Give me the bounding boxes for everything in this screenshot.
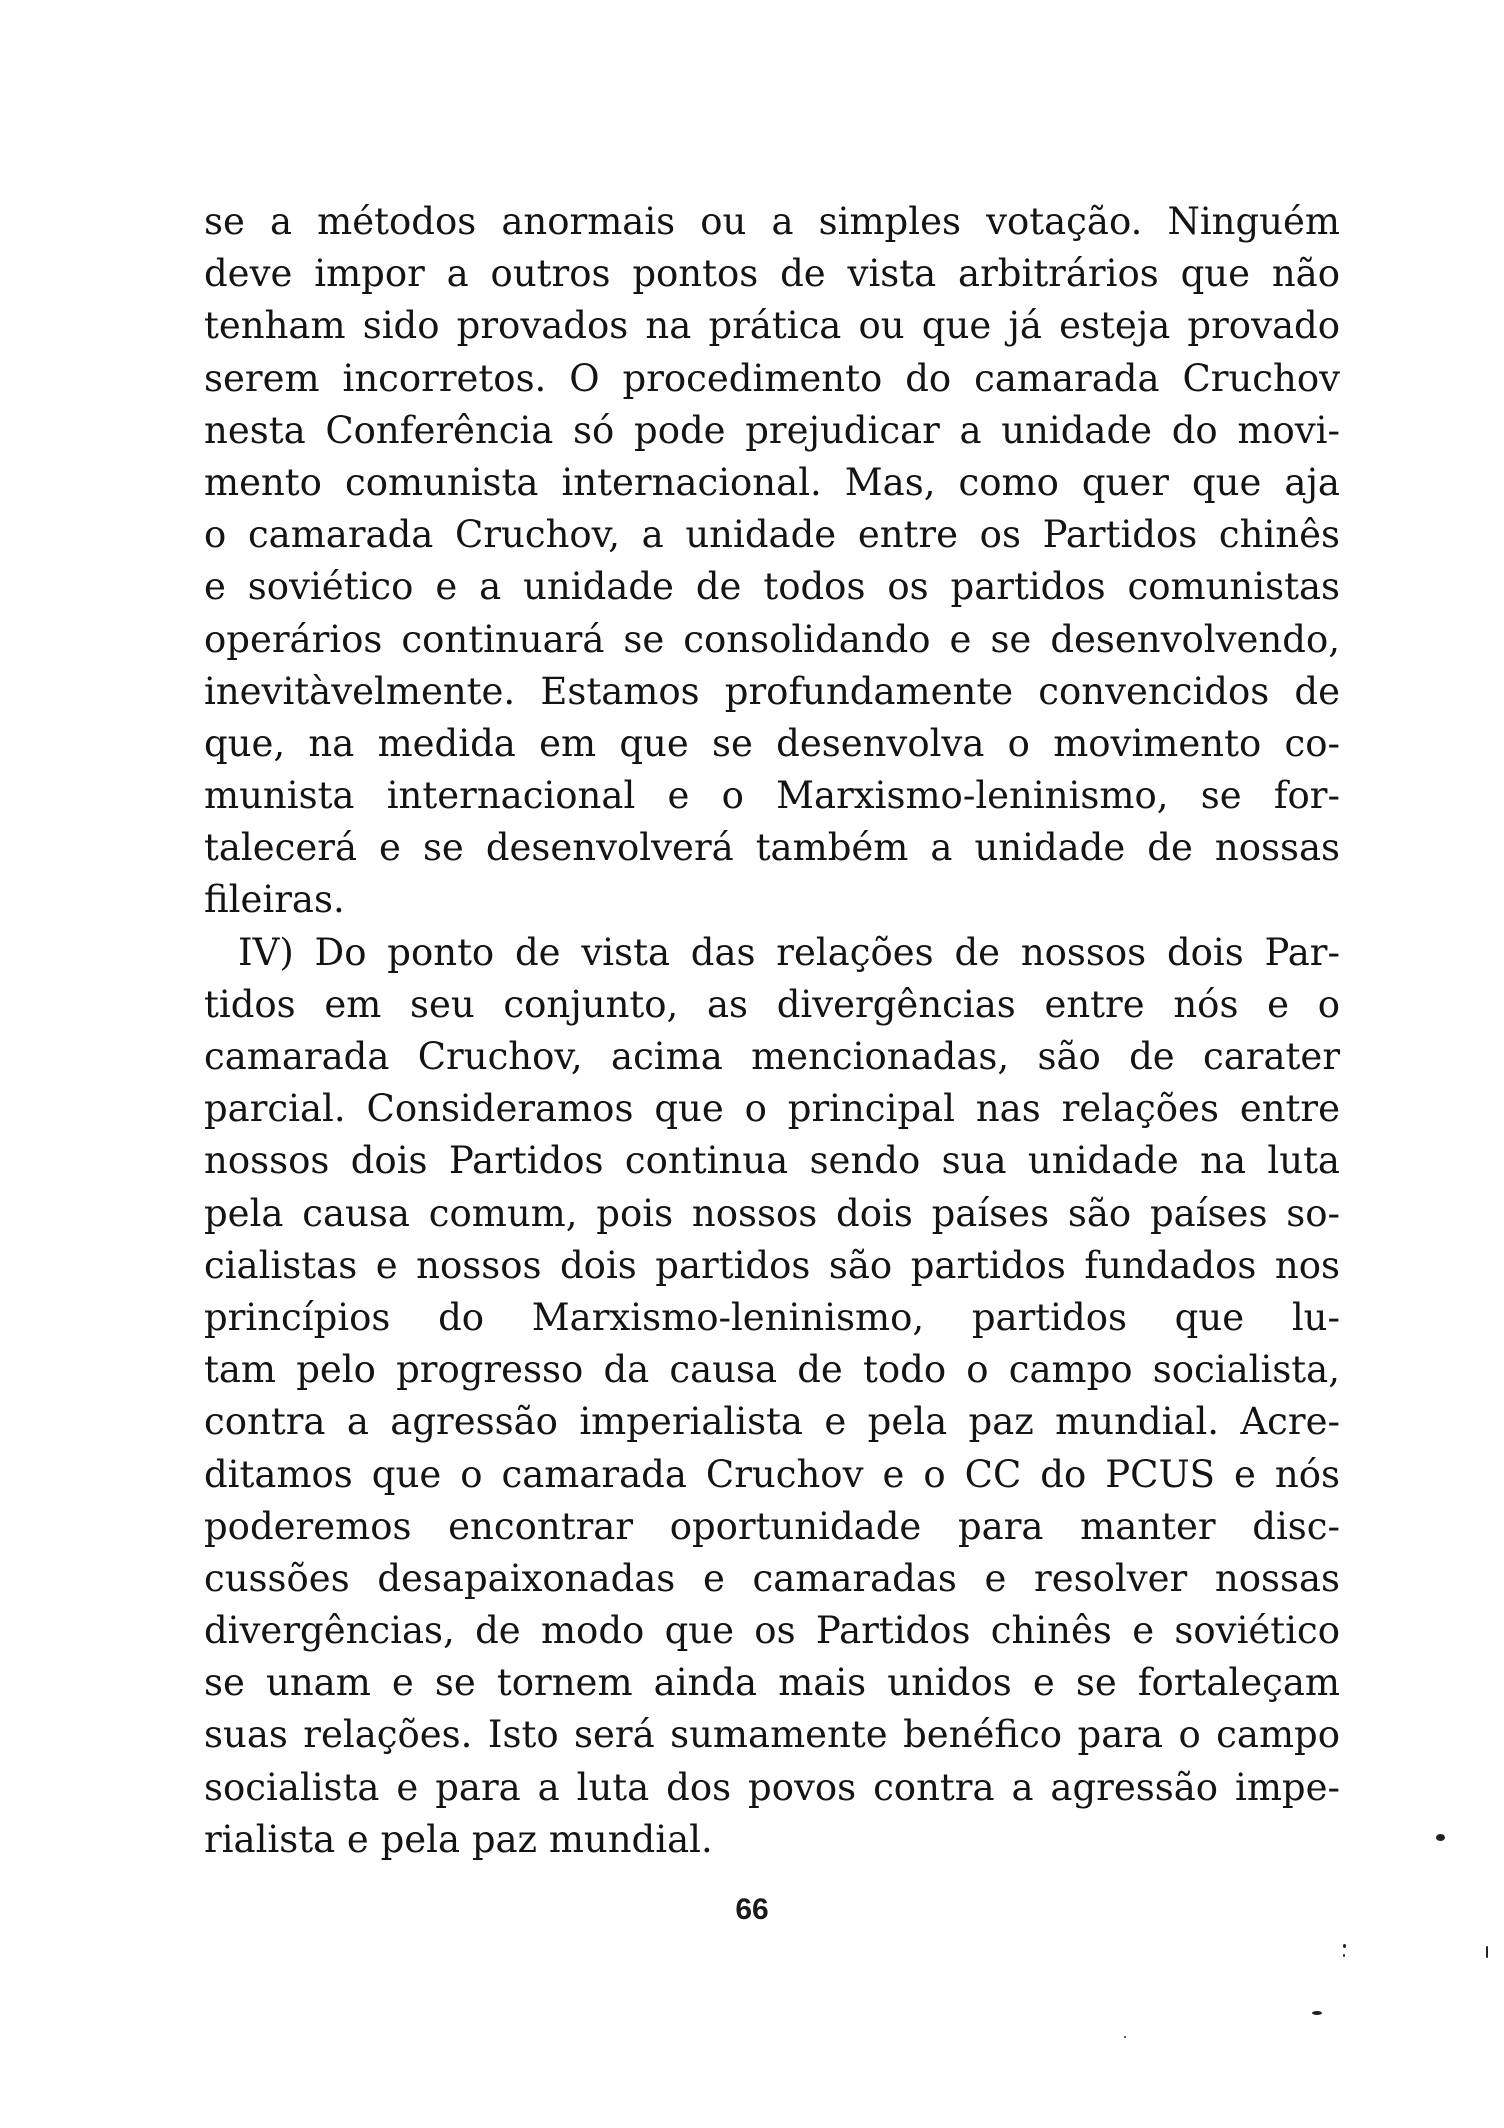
scan-speck bbox=[1343, 1944, 1346, 1948]
scan-speck bbox=[1436, 1834, 1445, 1841]
text-line: o camarada Cruchov, a unidade entre os Partidos chinês bbox=[204, 513, 1340, 557]
text-line: que, na medida em que se desenvolva o movimento co- bbox=[204, 721, 1340, 765]
text-line: princípios do Marxismo-leninismo, partidos que lu- bbox=[204, 1295, 1340, 1339]
text-line: e soviético e a unidade de todos os partidos comunistas bbox=[204, 565, 1340, 609]
page-number: 66 bbox=[735, 1893, 769, 1926]
text-line: tam pelo progresso da causa de todo o campo socialista, bbox=[204, 1348, 1340, 1392]
text-line: suas relações. Isto será sumamente benéfico para o campo bbox=[204, 1713, 1340, 1757]
text-line: cussões desapaixonadas e camaradas e resolver nossas bbox=[204, 1556, 1340, 1600]
scan-speck bbox=[1124, 2036, 1126, 2038]
text-line: inevitàvelmente. Estamos profundamente convencidos de bbox=[204, 669, 1340, 713]
text-line: parcial. Consideramos que o principal nas relações entre bbox=[204, 1087, 1340, 1131]
scan-speck bbox=[1343, 1954, 1345, 1957]
text-line: pela causa comum, pois nossos dois países são países so- bbox=[204, 1191, 1340, 1235]
text-line: serem incorretos. O procedimento do camarada Cruchov bbox=[204, 356, 1340, 400]
paragraph-end-line: fileiras. bbox=[204, 878, 345, 922]
text-line: cialistas e nossos dois partidos são partidos fundados nos bbox=[204, 1243, 1340, 1287]
text-line: munista internacional e o Marxismo-leninismo, se for- bbox=[204, 774, 1340, 818]
text-line: camarada Cruchov, acima mencionadas, são de carater bbox=[204, 1035, 1340, 1078]
text-line: divergências, de modo que os Partidos chinês e soviético bbox=[204, 1609, 1340, 1653]
scan-speck bbox=[1312, 2011, 1322, 2015]
text-line: se unam e se tornem ainda mais unidos e se fortaleçam bbox=[204, 1661, 1340, 1705]
text-line: deve impor a outros pontos de vista arbitrários que não bbox=[204, 252, 1340, 296]
text-line: nesta Conferência só pode prejudicar a unidade do movi- bbox=[204, 408, 1340, 452]
paragraph-end-line: rialista e pela paz mundial. bbox=[204, 1817, 713, 1861]
text-line: talecerá e se desenvolverá também a unidade de nossas bbox=[204, 826, 1340, 870]
text-line: tidos em seu conjunto, as divergências entre nós e o bbox=[204, 982, 1340, 1026]
text-line: se a métodos anormais ou a simples votação. Ninguém bbox=[204, 200, 1340, 243]
section-iv-first-line: IV) Do ponto de vista das relações de nossos dois Par- bbox=[238, 930, 1340, 974]
body-text bbox=[204, 196, 1340, 1866]
scan-speck bbox=[1486, 1946, 1488, 1958]
text-line: ditamos que o camarada Cruchov e o CC do PCUS e nós bbox=[204, 1452, 1340, 1496]
text-line: contra a agressão imperialista e pela paz mundial. Acre- bbox=[204, 1400, 1340, 1444]
text-line: operários continuará se consolidando e se desenvolvendo, bbox=[204, 617, 1340, 661]
text-line: poderemos encontrar oportunidade para manter disc- bbox=[204, 1504, 1340, 1548]
text-line: mento comunista internacional. Mas, como quer que aja bbox=[204, 460, 1340, 504]
text-line: tenham sido provados na prática ou que já esteja provado bbox=[204, 304, 1340, 348]
text-line: nossos dois Partidos continua sendo sua unidade na luta bbox=[204, 1139, 1340, 1183]
text-line: socialista e para a luta dos povos contra a agressão impe- bbox=[204, 1765, 1340, 1809]
